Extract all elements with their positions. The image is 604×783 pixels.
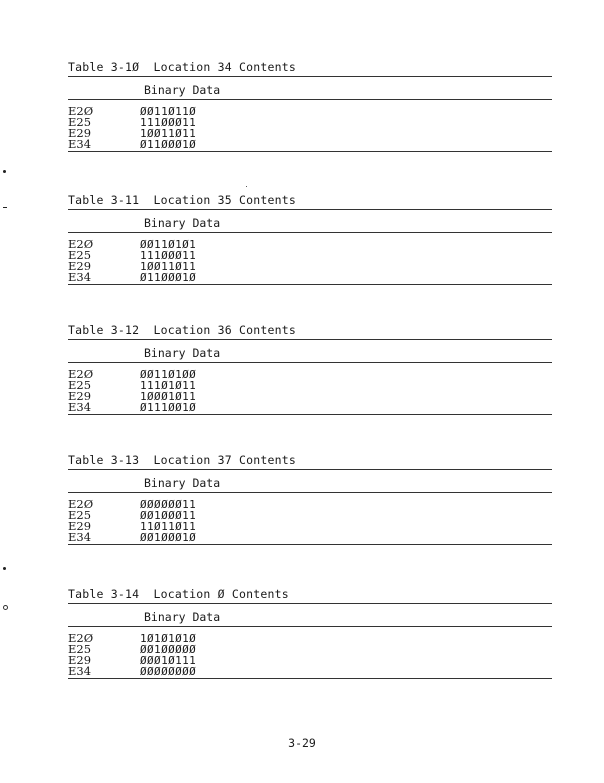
table-top-rule bbox=[68, 339, 552, 340]
binary-cell: Ø11ØØØ1Ø bbox=[140, 138, 197, 151]
location-cell: E25 bbox=[68, 642, 92, 656]
binary-cell: ØØ11Ø1ØØ bbox=[140, 368, 197, 381]
binary-cell: ØØØØØØ11 bbox=[140, 498, 197, 511]
table-title: Table 3-1Ø Location 34 Contents bbox=[68, 60, 296, 74]
location-cell: E2Ø bbox=[68, 104, 94, 118]
binary-cell: 111Ø1Ø11 bbox=[140, 379, 197, 392]
location-cell: E25 bbox=[68, 115, 92, 129]
binary-cell: ØØØØØØØØ bbox=[140, 665, 197, 678]
location-cell: E25 bbox=[68, 248, 92, 262]
binary-cell: 111ØØØ11 bbox=[140, 249, 197, 262]
table-3-12 bbox=[68, 323, 552, 415]
scan-mark bbox=[3, 170, 6, 173]
location-cell: E25 bbox=[68, 508, 92, 522]
table-body bbox=[68, 633, 552, 677]
header-rule bbox=[68, 492, 552, 493]
table-bottom-rule bbox=[68, 678, 552, 679]
location-cell: E2Ø bbox=[68, 497, 94, 511]
binary-cell: ØØ11Ø1Ø1 bbox=[140, 238, 197, 251]
location-cell: E2Ø bbox=[68, 631, 94, 645]
scan-mark bbox=[246, 186, 247, 187]
location-cell: E29 bbox=[68, 259, 92, 273]
binary-cell: 11Ø11Ø11 bbox=[140, 520, 197, 533]
table-body bbox=[68, 499, 552, 543]
table-3-13 bbox=[68, 453, 552, 545]
binary-cell: 111ØØØ11 bbox=[140, 116, 197, 129]
scan-mark bbox=[3, 567, 6, 570]
location-cell: E29 bbox=[68, 126, 92, 140]
location-cell: E34 bbox=[68, 270, 92, 284]
table-row bbox=[68, 272, 552, 283]
location-cell: E2Ø bbox=[68, 367, 94, 381]
location-cell: E29 bbox=[68, 519, 92, 533]
binary-cell: 1ØØ11Ø11 bbox=[140, 127, 197, 140]
scan-mark bbox=[3, 207, 7, 208]
binary-cell: 1Ø1Ø1Ø1Ø bbox=[140, 632, 197, 645]
table-bottom-rule bbox=[68, 151, 552, 152]
table-3-10 bbox=[68, 60, 552, 152]
table-body bbox=[68, 369, 552, 413]
binary-cell: ØØ1ØØØØØ bbox=[140, 643, 197, 656]
table-top-rule bbox=[68, 469, 552, 470]
location-cell: E2Ø bbox=[68, 237, 94, 251]
header-rule bbox=[68, 232, 552, 233]
table-row bbox=[68, 139, 552, 150]
column-header-binary-data: Binary Data bbox=[144, 346, 221, 360]
table-body bbox=[68, 106, 552, 150]
table-3-11 bbox=[68, 193, 552, 285]
table-title: Table 3-12 Location 36 Contents bbox=[68, 323, 296, 337]
location-cell: E34 bbox=[68, 137, 92, 151]
scan-mark bbox=[3, 605, 8, 610]
table-row bbox=[68, 402, 552, 413]
table-title: Table 3-13 Location 37 Contents bbox=[68, 453, 296, 467]
location-cell: E34 bbox=[68, 530, 92, 544]
table-title: Table 3-11 Location 35 Contents bbox=[68, 193, 296, 207]
table-top-rule bbox=[68, 603, 552, 604]
column-header-binary-data: Binary Data bbox=[144, 83, 221, 97]
location-cell: E34 bbox=[68, 664, 92, 678]
binary-cell: 1ØØ11Ø11 bbox=[140, 260, 197, 273]
header-rule bbox=[68, 626, 552, 627]
table-title: Table 3-14 Location Ø Contents bbox=[68, 587, 289, 601]
binary-cell: 1ØØØ1Ø11 bbox=[140, 390, 197, 403]
location-cell: E29 bbox=[68, 389, 92, 403]
binary-cell: ØØ11Ø11Ø bbox=[140, 105, 197, 118]
binary-cell: ØØ1ØØØ11 bbox=[140, 509, 197, 522]
table-3-14 bbox=[68, 587, 552, 679]
location-cell: E29 bbox=[68, 653, 92, 667]
table-row bbox=[68, 532, 552, 543]
binary-cell: Ø111ØØ1Ø bbox=[140, 401, 197, 414]
table-body bbox=[68, 239, 552, 283]
binary-cell: Ø11ØØØ1Ø bbox=[140, 271, 197, 284]
column-header-binary-data: Binary Data bbox=[144, 216, 221, 230]
page-number: 3-29 bbox=[288, 736, 316, 750]
table-bottom-rule bbox=[68, 414, 552, 415]
table-top-rule bbox=[68, 209, 552, 210]
column-header-binary-data: Binary Data bbox=[144, 610, 221, 624]
table-bottom-rule bbox=[68, 544, 552, 545]
location-cell: E25 bbox=[68, 378, 92, 392]
header-rule bbox=[68, 99, 552, 100]
table-top-rule bbox=[68, 76, 552, 77]
header-rule bbox=[68, 362, 552, 363]
table-row bbox=[68, 666, 552, 677]
binary-cell: ØØØ1Ø111 bbox=[140, 654, 197, 667]
column-header-binary-data: Binary Data bbox=[144, 476, 221, 490]
location-cell: E34 bbox=[68, 400, 92, 414]
table-bottom-rule bbox=[68, 284, 552, 285]
binary-cell: ØØ1ØØØ1Ø bbox=[140, 531, 197, 544]
